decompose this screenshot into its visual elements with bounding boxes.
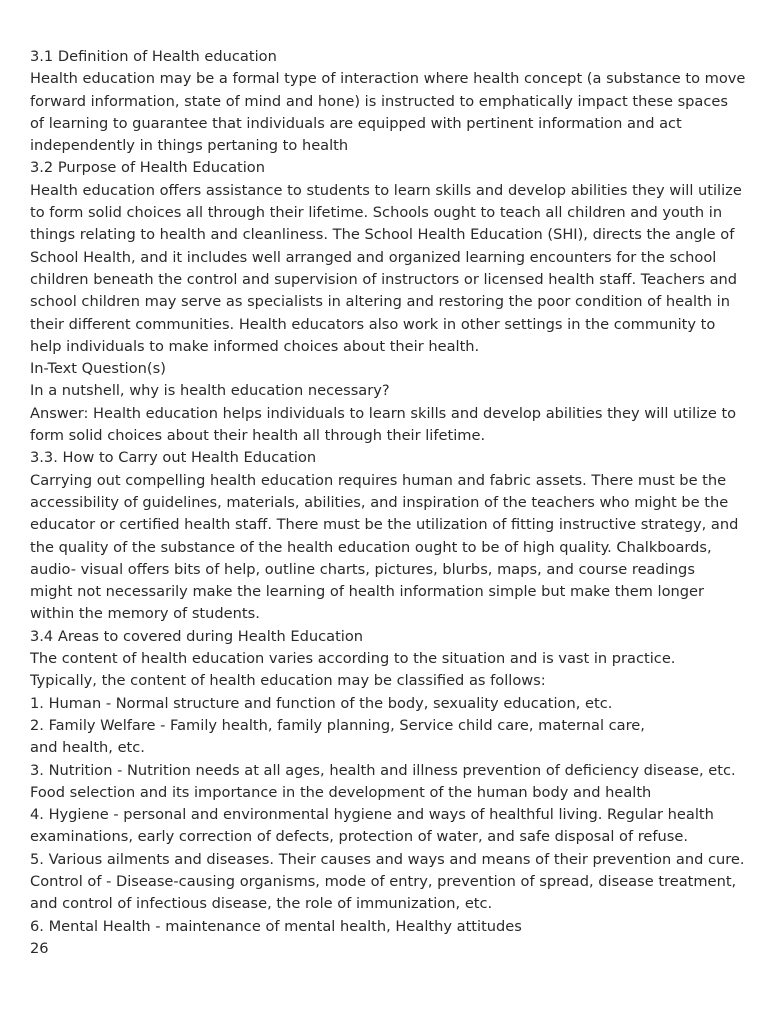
text-line: independently in things pertaning to health [30, 137, 349, 155]
text-line: audio- visual offers bits of help, outline charts, pictures, blurbs, maps, and course readings [30, 560, 695, 578]
list-item: 2. Family Welfare - Family health, family planning, Service child care, maternal care, [30, 716, 645, 734]
answer-text: Answer: Health education helps individuals to learn skills and develop abilities they will utilize to [30, 404, 737, 422]
list-item: 5. Various ailments and diseases. Their causes and ways and means of their prevention and cure. [30, 850, 745, 868]
text-line: school children may serve as specialists in altering and restoring the poor condition of health in [30, 293, 730, 311]
text-line: The content of health education varies according to the situation and is vast in practice. [30, 650, 676, 668]
text-line: of learning to guarantee that individuals are equipped with pertinent information and act [30, 114, 682, 132]
text-line: the quality of the substance of the health education ought to be of high quality. Chalkboards, [30, 538, 712, 556]
list-item: 6. Mental Health - maintenance of mental health, Healthy attitudes [30, 917, 522, 935]
list-item-continued: examinations, early correction of defects, protection of water, and safe disposal of refuse. [30, 828, 688, 846]
text-line: within the memory of students. [30, 605, 260, 623]
text-line: help individuals to make informed choices about their health. [30, 337, 480, 355]
text-line: might not necessarily make the learning of health information simple but make them longer [30, 583, 704, 601]
section-heading-areas: 3.4 Areas to covered during Health Education [30, 627, 364, 645]
text-line: accessibility of guidelines, materials, abilities, and inspiration of the teachers who might be the [30, 493, 729, 511]
list-item: 4. Hygiene - personal and environmental hygiene and ways of healthful living. Regular health [30, 806, 714, 824]
answer-text: form solid choices about their health all through their lifetime. [30, 427, 486, 445]
text-line: their different communities. Health educators also work in other settings in the community to [30, 315, 716, 333]
section-heading-purpose: 3.2 Purpose of Health Education [30, 159, 265, 177]
question-text: In a nutshell, why is health education necessary? [30, 382, 390, 400]
text-line: to form solid choices all through their lifetime. Schools ought to teach all children and youth in [30, 204, 723, 222]
list-item-continued: and control of infectious disease, the role of immunization, etc. [30, 895, 493, 913]
text-line: educator or certified health staff. There must be the utilization of fitting instructive strategy, and [30, 516, 739, 534]
text-line: School Health, and it includes well arranged and organized learning encounters for the school [30, 248, 717, 266]
list-item-continued: Food selection and its importance in the development of the human body and health [30, 783, 652, 801]
section-heading-how-to: 3.3. How to Carry out Health Education [30, 449, 317, 467]
list-item-continued: Control of - Disease-causing organisms, mode of entry, prevention of spread, disease treatment, [30, 872, 737, 890]
text-line: things relating to health and cleanliness. The School Health Education (SHI), directs the angle of [30, 226, 735, 244]
list-item-continued: and health, etc. [30, 739, 145, 757]
text-line: Carrying out compelling health education requires human and fabric assets. There must be the [30, 471, 727, 489]
section-heading-definition: 3.1 Definition of Health education [30, 48, 277, 65]
in-text-question-heading: In-Text Question(s) [30, 360, 166, 378]
page-number: 26 [30, 939, 49, 957]
text-line: children beneath the control and supervision of instructors or licensed health staff. Teachers and [30, 270, 738, 288]
text-line: Typically, the content of health education may be classified as follows: [30, 672, 546, 690]
list-item: 3. Nutrition - Nutrition needs at all ages, health and illness prevention of deficiency disease, etc. [30, 761, 736, 779]
text-line: Health education may be a formal type of interaction where health concept (a substance to move [30, 70, 746, 88]
text-line: forward information, state of mind and hone) is instructed to emphatically impact these spaces [30, 92, 728, 110]
list-item: 1. Human - Normal structure and function of the body, sexuality education, etc. [30, 694, 613, 712]
text-line: Health education offers assistance to students to learn skills and develop abilities they will utilize [30, 181, 742, 199]
